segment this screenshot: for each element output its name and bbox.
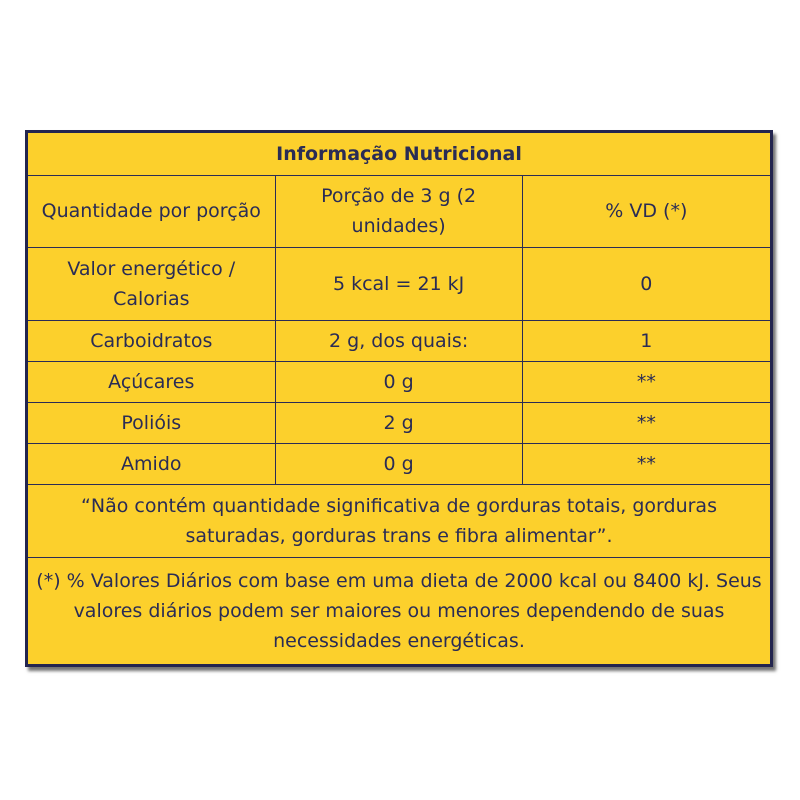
header-serving-size: Porção de 3 g (2 unidades) bbox=[275, 175, 522, 247]
header-quantity-per-serving: Quantidade por porção bbox=[28, 175, 275, 247]
table-row bbox=[28, 320, 770, 361]
header-row bbox=[28, 175, 770, 247]
daily-values-footnote: (*) % Valores Diários com base em uma dieta de 2000 kcal ou 8400 kJ. Seus valores diários podem ser maiores ou menores dependendo de suas necessidades energéticas. bbox=[28, 557, 770, 664]
nutrient-amount: 5 kcal = 21 kJ bbox=[275, 248, 522, 320]
note-row-insignificant bbox=[28, 485, 770, 557]
title-row bbox=[28, 133, 770, 175]
nutrient-daily-value: ** bbox=[522, 402, 770, 443]
nutrient-amount: 0 g bbox=[275, 361, 522, 402]
nutrient-name: Carboidratos bbox=[28, 320, 275, 361]
nutrition-facts-label bbox=[25, 130, 773, 667]
header-daily-value: % VD (*) bbox=[522, 175, 770, 247]
nutrient-name: Amido bbox=[28, 444, 275, 485]
nutrition-table bbox=[28, 133, 770, 664]
nutrient-daily-value: 0 bbox=[522, 248, 770, 320]
nutrient-daily-value: ** bbox=[522, 361, 770, 402]
table-row bbox=[28, 361, 770, 402]
nutrient-name: Açúcares bbox=[28, 361, 275, 402]
nutrient-daily-value: ** bbox=[522, 444, 770, 485]
table-title: Informação Nutricional bbox=[28, 133, 770, 175]
insignificant-amounts-note: “Não contém quantidade significativa de gorduras totais, gorduras saturadas, gorduras trans e fibra alimentar”. bbox=[28, 485, 770, 557]
nutrient-amount: 2 g bbox=[275, 402, 522, 443]
nutrient-daily-value: 1 bbox=[522, 320, 770, 361]
note-row-daily-values bbox=[28, 557, 770, 664]
table-row bbox=[28, 444, 770, 485]
nutrient-name: Polióis bbox=[28, 402, 275, 443]
nutrient-amount: 0 g bbox=[275, 444, 522, 485]
table-row bbox=[28, 248, 770, 320]
table-row bbox=[28, 402, 770, 443]
nutrient-name: Valor energético / Calorias bbox=[28, 248, 275, 320]
nutrient-amount: 2 g, dos quais: bbox=[275, 320, 522, 361]
